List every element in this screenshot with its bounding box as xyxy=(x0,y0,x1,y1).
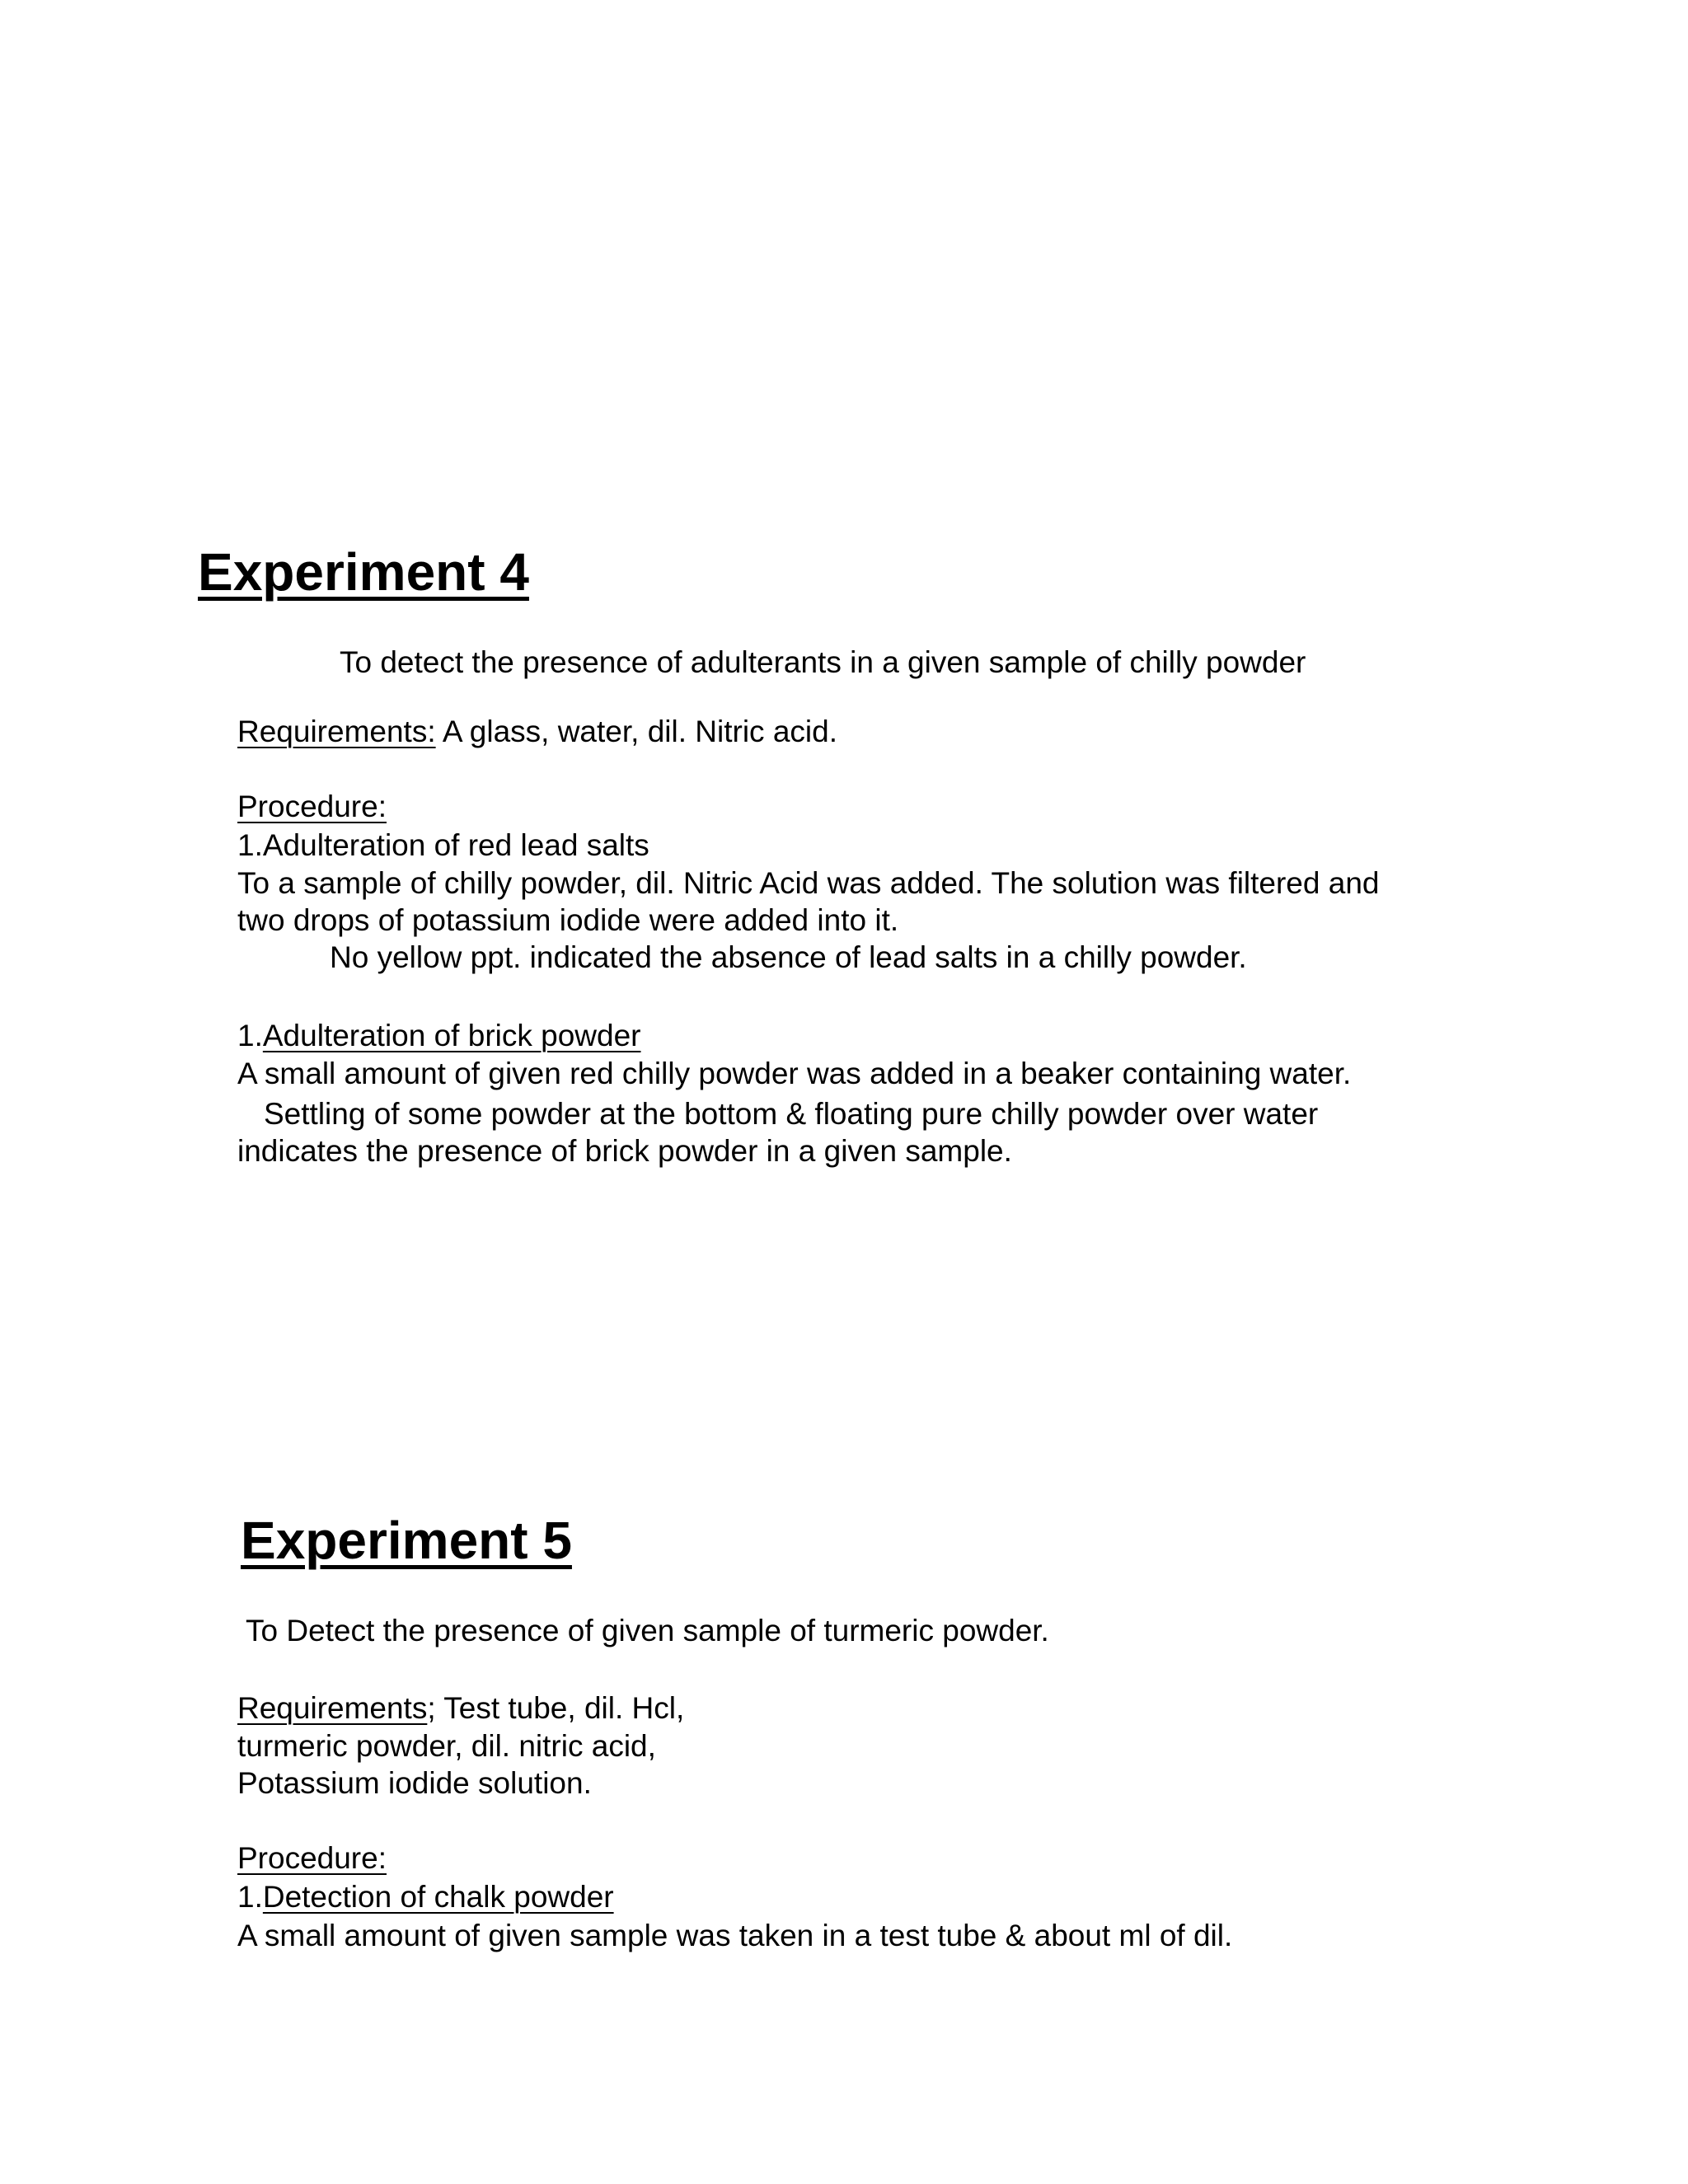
experiment-5-requirements-line2: turmeric powder, dil. nitric acid, xyxy=(237,1729,656,1763)
experiment-4-step1-line2: two drops of potassium iodide were added into it. xyxy=(237,903,899,937)
experiment-5-title: Experiment 5 xyxy=(241,1511,572,1570)
experiment-4-title: Experiment 4 xyxy=(198,542,529,602)
experiment-4-procedure-label: Procedure: xyxy=(237,790,387,823)
requirements-label: Requirements: xyxy=(237,715,436,748)
experiment-4-aim: To detect the presence of adulterants in a given sample of chilly powder xyxy=(340,645,1306,679)
experiment-5-requirements-line3: Potassium iodide solution. xyxy=(237,1766,592,1800)
experiment-4-step2-heading xyxy=(237,1020,641,1051)
experiment-4-step1-heading: 1.Adulteration of red lead salts xyxy=(237,828,649,862)
experiment-5-requirements xyxy=(237,1693,684,1723)
experiment-4-step2-line2: Settling of some powder at the bottom & floating pure chilly powder over water xyxy=(264,1097,1319,1131)
experiment-4-requirements xyxy=(237,716,837,747)
experiment-5-procedure-label: Procedure: xyxy=(237,1841,387,1875)
experiment-4-step1-line1: To a sample of chilly powder, dil. Nitric Acid was added. The solution was filtered and xyxy=(237,866,1380,900)
step1-number: 1. xyxy=(237,1880,263,1914)
experiment-5-aim: To Detect the presence of given sample of turmeric powder. xyxy=(246,1614,1049,1647)
requirements-text: A glass, water, dil. Nitric acid. xyxy=(435,715,837,748)
requirements-text: ; Test tube, dil. Hcl, xyxy=(427,1691,685,1725)
experiment-4-step2-line1: A small amount of given red chilly powder was added in a beaker containing water. xyxy=(237,1057,1352,1090)
experiment-5-step1-line1: A small amount of given sample was taken in a test tube & about ml of dil. xyxy=(237,1919,1233,1952)
experiment-5-step1-heading xyxy=(237,1882,614,1912)
experiment-4-step1-result: No yellow ppt. indicated the absence of lead salts in a chilly powder. xyxy=(330,940,1247,974)
step1-heading-text: Detection of chalk powder xyxy=(262,1880,614,1914)
experiment-4-step2-line3: indicates the presence of brick powder in a given sample. xyxy=(237,1134,1012,1168)
requirements-label: Requirements xyxy=(237,1691,428,1725)
step2-number: 1. xyxy=(237,1019,263,1052)
step2-heading-text: Adulteration of brick powder xyxy=(262,1019,641,1052)
